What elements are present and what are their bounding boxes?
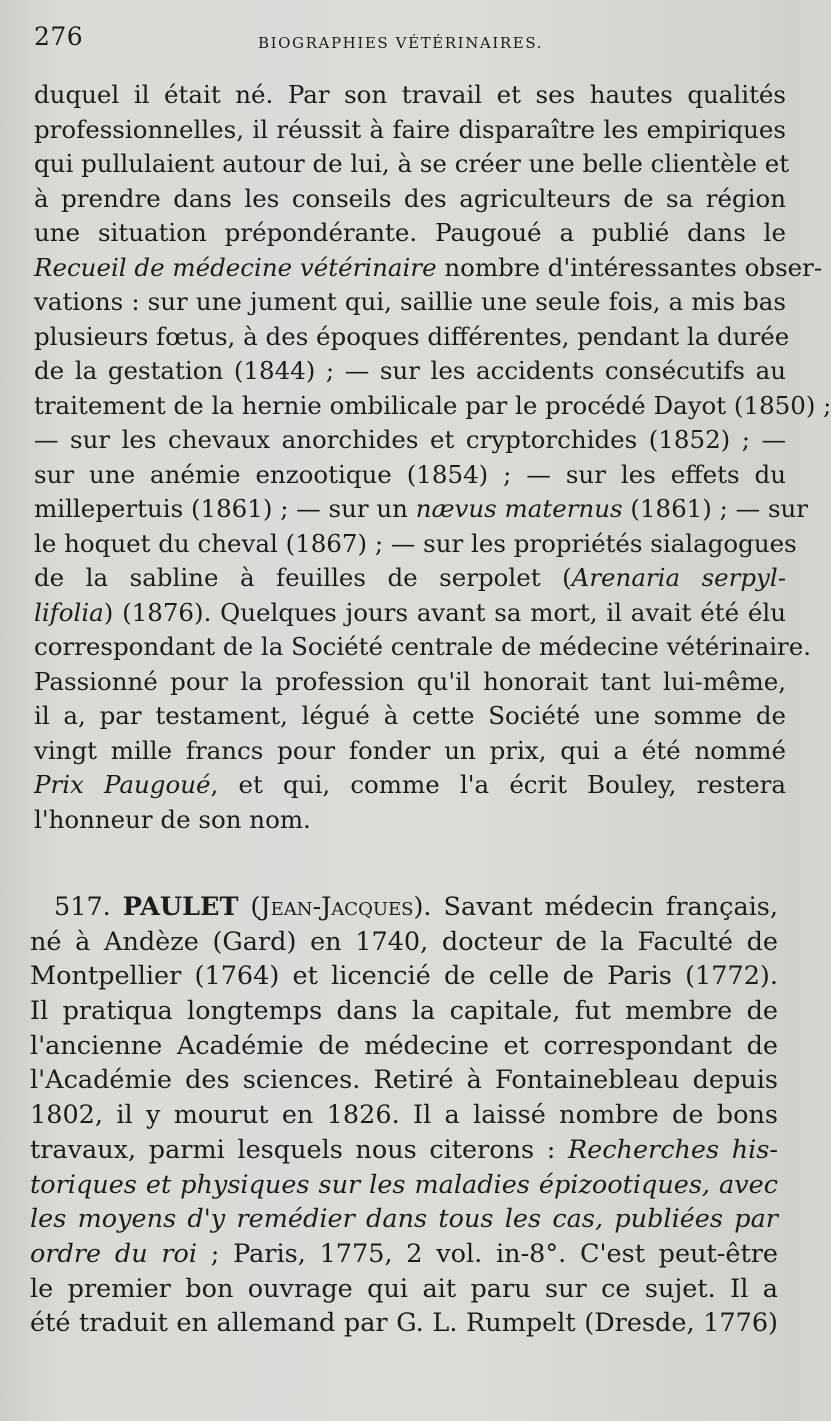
text-line	[30, 1237, 778, 1272]
text-segment: , et qui, comme l'a écrit Bouley, restera	[210, 770, 786, 799]
text-segment: à prendre dans les conseils des agriculteurs de sa région	[34, 183, 786, 213]
text-line	[34, 216, 786, 251]
text-line	[30, 1306, 778, 1341]
text-segment: nombre d'intéressantes obser-	[436, 252, 823, 282]
text-segment: l'ancienne Académie de médecine et correspondant de	[30, 1030, 778, 1061]
text-segment: vations : sur une jument qui, saillie une seule fois, a mis bas	[34, 287, 786, 316]
text-line	[34, 527, 797, 562]
text-segment: les moyens d'y remédier dans tous les cas, publiées par	[30, 1204, 778, 1235]
text-segment: professionnelles, il réussit à faire disparaître les empiriques	[34, 114, 786, 144]
text-segment: de la gestation (1844) ; — sur les accidents consécutifs au	[34, 356, 786, 385]
page-header	[30, 18, 780, 58]
text-segment: l'honneur de son nom.	[34, 804, 311, 834]
text-line	[34, 458, 786, 493]
text-segment: Passionné pour la profession qu'il honorait tant lui-même,	[34, 666, 786, 696]
text-segment: été traduit en allemand par G. L. Rumpelt (Dresde, 1776)	[30, 1308, 778, 1339]
text-segment: 1802, il y mourut en 1826. Il a laissé nombre de bons	[30, 1100, 778, 1131]
text-segment: traitement de la hernie ombilicale par le procédé Dayot (1850) ;	[34, 390, 831, 420]
text-line	[34, 182, 786, 217]
text-segment: ) (1876). Quelques jours avant sa mort, il avait été élu	[103, 597, 786, 627]
text-line	[34, 251, 823, 286]
text-segment: sur une anémie enzootique (1854) ; — sur les effets du	[34, 459, 786, 489]
text-line	[34, 147, 790, 182]
text-line	[34, 492, 809, 527]
text-line	[34, 285, 786, 320]
text-line	[34, 768, 786, 803]
text-segment: plusieurs fœtus, à des époques différentes, pendant la durée	[34, 321, 790, 351]
text-line	[34, 320, 790, 355]
text-line	[30, 994, 778, 1029]
text-segment: il a, par testament, légué à cette Société une somme de	[34, 701, 786, 730]
running-title: BIOGRAPHIES VÉTÉRINAIRES.	[258, 34, 544, 52]
text-segment: une situation prépondérante. Paugoué a publié dans le	[34, 218, 786, 247]
page-number: 276	[34, 22, 84, 51]
text-segment: Prix Paugoué	[34, 770, 211, 799]
text-segment: ; Paris, 1775, 2 vol. in-8°. C'est peut-être	[197, 1238, 778, 1269]
text-line	[34, 699, 786, 734]
text-segment: toriques et physiques sur les maladies épizootiques, avec	[30, 1169, 778, 1200]
text-line	[34, 596, 786, 631]
text-line	[34, 803, 786, 838]
text-segment: nævus maternus	[415, 494, 623, 523]
text-segment: l'Académie des sciences. Retiré à Fontainebleau depuis	[30, 1065, 778, 1096]
text-line	[30, 959, 778, 994]
text-line	[30, 925, 778, 960]
text-segment: (1861) ; — sur	[622, 494, 809, 523]
text-segment: — sur les chevaux anorchides et cryptorchides (1852) ; —	[34, 425, 786, 454]
text-line	[34, 665, 786, 700]
text-segment: Arenaria serpyl-	[571, 563, 787, 592]
text-segment: travaux, parmi lesquels nous citerons :	[30, 1134, 568, 1165]
text-segment: de la sabline à feuilles de serpolet (	[34, 563, 572, 592]
text-line	[30, 1029, 778, 1064]
text-line	[30, 890, 778, 925]
text-segment: ). Savant médecin français,	[413, 892, 778, 922]
text-segment: Recueil de médecine vétérinaire	[34, 252, 437, 282]
text-segment: duquel il était né. Par son travail et ses hautes qualités	[34, 80, 786, 109]
paragraph-paugoue-continued	[34, 78, 831, 837]
text-segment: lifolia	[34, 597, 104, 627]
text-line	[30, 1133, 778, 1168]
entry-517-paulet	[30, 890, 778, 1341]
text-segment: qui pullulaient autour de lui, à se créer une belle clientèle et	[34, 149, 790, 178]
text-line	[34, 354, 786, 389]
text-line	[30, 1202, 778, 1237]
text-line	[34, 389, 831, 424]
text-segment: Jean-Jacques	[260, 892, 414, 922]
text-segment: Montpellier (1764) et licencié de celle de Paris (1772).	[30, 961, 778, 992]
text-line	[30, 1168, 778, 1203]
text-line	[30, 1098, 778, 1133]
text-line	[34, 113, 786, 148]
text-line	[34, 561, 786, 596]
text-segment: Recherches his-	[567, 1134, 778, 1165]
text-segment: PAULET	[122, 892, 239, 922]
text-segment: ordre du roi	[30, 1238, 198, 1269]
text-segment: 517.	[54, 892, 123, 922]
text-segment: vingt mille francs pour fonder un prix, qui a été nommé	[34, 735, 786, 765]
text-segment: le hoquet du cheval (1867) ; — sur les propriétés sialagogues	[34, 528, 797, 558]
text-segment: correspondant de la Société centrale de médecine vétérinaire.	[34, 632, 812, 661]
text-line	[34, 630, 812, 665]
text-line	[34, 78, 786, 113]
text-segment: le premier bon ouvrage qui ait paru sur ce sujet. Il a	[30, 1273, 778, 1304]
text-line	[34, 423, 786, 458]
text-line	[34, 734, 786, 769]
text-line	[30, 1063, 778, 1098]
text-segment: (	[238, 892, 261, 922]
text-segment: Il pratiqua longtemps dans la capitale, fut membre de	[30, 996, 778, 1027]
text-line	[30, 1272, 778, 1307]
text-segment: millepertuis (1861) ; — sur un	[34, 494, 416, 523]
text-segment: né à Andèze (Gard) en 1740, docteur de la Faculté de	[30, 926, 778, 957]
